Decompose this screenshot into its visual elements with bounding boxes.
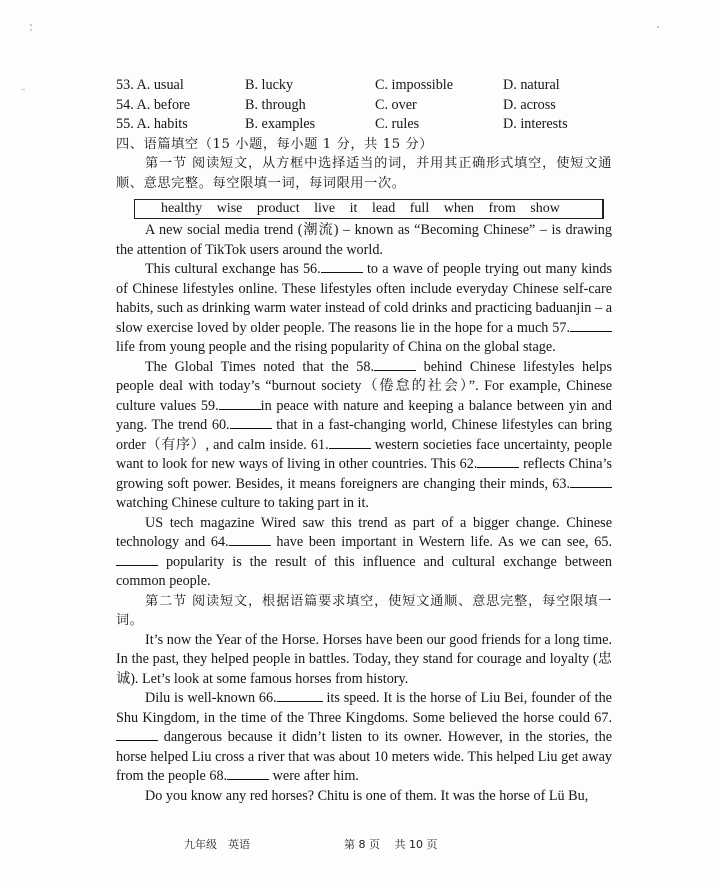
blank-58[interactable] (374, 358, 416, 371)
word-box (134, 199, 604, 219)
options-row-54 (116, 96, 612, 116)
option-53-b: B. lucky (245, 77, 294, 93)
word-box-item: product (256, 201, 300, 216)
blank-57[interactable] (570, 319, 612, 332)
blank-59[interactable] (219, 397, 261, 410)
option-55-a: 55. A. habits (116, 116, 188, 132)
option-55-b: B. examples (245, 116, 316, 132)
passage1-paragraph-1: A new social media trend (潮流) – known as “Becoming Chinese” – is drawing the attention of TikTok users around the world. (116, 222, 612, 258)
word-box-item: live (314, 201, 336, 216)
passage2-paragraph-1: It’s now the Year of the Horse. Horses have been our good friends for a long time. In the past, they helped people in battles. Today, they stand for courage and loyalty (忠诚). Let’s look at some famous horses from history. (116, 631, 612, 687)
part1-instruction: 第一节 阅读短文，从方框中选择适当的词，并用其正确形式填空，使短文通顺、意思完整。每空限填一词，每词限用一次。 (116, 156, 612, 191)
footer-page-number: 第 8 页 共 10 页 (344, 838, 438, 851)
blank-64[interactable] (229, 533, 271, 546)
option-54-d: D. across (503, 96, 556, 113)
blank-62[interactable] (477, 455, 519, 468)
option-53-a: 53. A. usual (116, 77, 184, 93)
blank-66[interactable] (277, 689, 323, 702)
passage1-paragraph-3: The Global Times noted that the 58. behind Chinese lifestyles helps people deal with today’s “burnout society（倦怠的社会）”. For example, Chinese culture values 59. in peace with nature and keeping a balance between yin and yang. The trend 60. that in a fast-changing world, Chinese lifestyles can bring order（有序）, and calm inside. 61. western societies face uncertainty, people want to look for new ways of living in other countries. This 62. reflects China’s growing soft power. Besides, it means foreigners are changing their minds, 63. watching Chinese culture to taking part in it. (116, 358, 612, 511)
word-box-item: from (488, 201, 516, 216)
word-box-item: it (349, 201, 358, 216)
blank-67[interactable] (116, 728, 158, 741)
blank-56[interactable] (321, 260, 363, 273)
blank-61[interactable] (329, 436, 371, 449)
option-53-d: D. natural (503, 77, 560, 93)
passage2-paragraph-3: Do you know any red horses? Chitu is one of them. It was the horse of Lü Bu, (145, 787, 589, 804)
blank-63[interactable] (570, 475, 612, 488)
section-heading: 四、语篇填空（15 小题，每小题 1 分，共 15 分） (116, 136, 434, 152)
footer-subject: 九年级 英语 (184, 838, 250, 851)
word-box-item: wise (216, 201, 243, 216)
passage2-paragraph-2: Dilu is well-known 66. its speed. It is the horse of Liu Bei, founder of the Shu Kingdom, in the time of the Three Kingdoms. Some believed the horse could 67. dangerous because it didn’t listen to its owner. However, in the stories, the horse helped Liu cross a river that was about 10 meters wide. This helped Liu get away from the people 68. were after him. (116, 690, 612, 784)
option-54-c: C. over (375, 96, 417, 113)
word-box-item: show (530, 201, 560, 216)
option-54-a: 54. A. before (116, 96, 191, 113)
part2-instruction: 第二节 阅读短文，根据语篇要求填空，使短文通顺、意思完整，每空限填一词。 (116, 593, 612, 628)
word-box-item: when (443, 201, 475, 216)
options-row-55 (116, 115, 612, 135)
option-54-b: B. through (245, 96, 306, 113)
options-row-53 (116, 76, 612, 96)
option-53-c: C. impossible (375, 77, 454, 93)
exam-page (116, 76, 612, 806)
word-box-item: full (409, 201, 430, 216)
passage1-paragraph-2: This cultural exchange has 56. to a wave of people trying out many kinds of Chinese lifestyles online. These lifestyles often include everyday Chinese self-care habits, such as drinking warm water instead of cold drinks and practicing baduanjin – a slow exercise loved by older people. The reasons lie in the hope for a much 57. life from young people and the rising popularity of China on the global stage. (116, 261, 612, 355)
word-box-item: lead (371, 201, 396, 216)
blank-65[interactable] (116, 553, 158, 566)
blank-60[interactable] (230, 416, 272, 429)
word-box-item: healthy (161, 201, 203, 216)
blank-68[interactable] (227, 767, 269, 780)
option-55-d: D. interests (503, 116, 568, 132)
option-55-c: C. rules (375, 116, 420, 132)
passage1-paragraph-4: US tech magazine Wired saw this trend as part of a bigger change. Chinese technology and 64. have been important in Western life. As we can see, 65. popularity is the result of this influence and cultural exchange between common people. (116, 514, 612, 589)
